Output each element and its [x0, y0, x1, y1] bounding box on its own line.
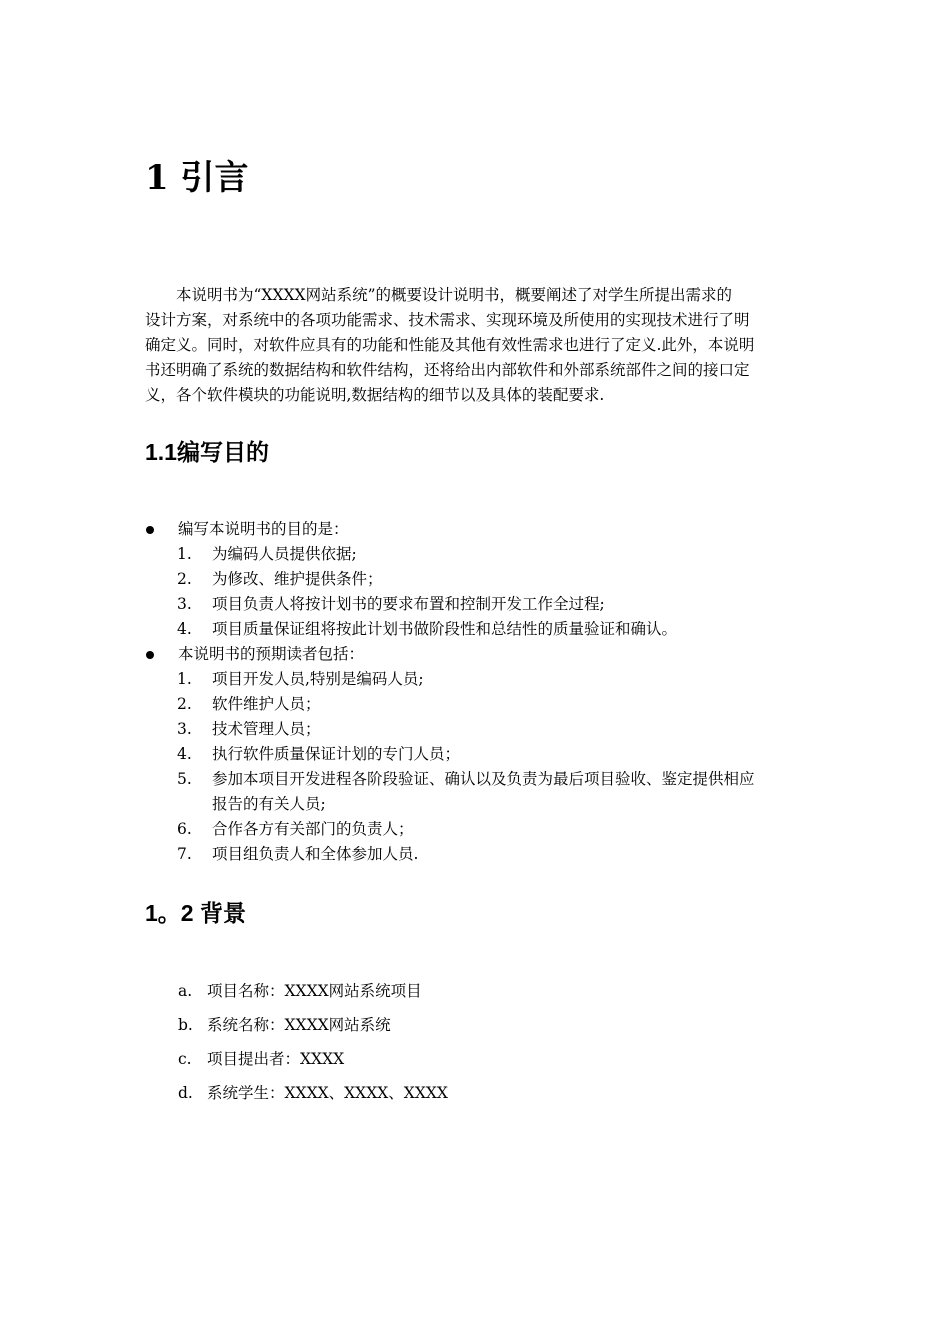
list-item: 为修改、维护提供条件； — [212, 570, 383, 588]
background-label: c. — [178, 1050, 192, 1068]
background-item: 项目提出者：XXXX — [207, 1050, 345, 1068]
list-item: 合作各方有关部门的负责人； — [212, 820, 414, 838]
section-title-intro: 1 引言 — [145, 158, 249, 198]
background-item: 系统名称：XXXX网站系统 — [207, 1016, 391, 1034]
background-item: 项目名称：XXXX网站系统项目 — [207, 982, 422, 1000]
list-number: 4. — [177, 745, 192, 763]
intro-line: 本说明书为“XXXX网站系统”的概要设计说明书，概要阐述了对学生所提出需求的 — [176, 286, 732, 304]
list-item: 技术管理人员； — [212, 720, 321, 738]
intro-line: 义，各个软件模块的功能说明,数据结构的细节以及具体的装配要求. — [145, 386, 605, 404]
list-number: 1. — [177, 545, 192, 563]
intro-line: 设计方案，对系统中的各项功能需求、技术需求、实现环境及所使用的实现技术进行了明 — [145, 311, 750, 329]
list-number: 3. — [177, 720, 192, 738]
list-number: 3. — [177, 595, 192, 613]
intro-line: 确定义。同时，对软件应具有的功能和性能及其他有效性需求也进行了定义.此外，本说明 — [145, 336, 755, 354]
background-label: a. — [178, 982, 193, 1000]
list-item: 项目组负责人和全体参加人员. — [212, 845, 419, 863]
list-item: 项目负责人将按计划书的要求布置和控制开发工作全过程; — [212, 595, 605, 613]
intro-line: 书还明确了系统的数据结构和软件结构，还将给出内部软件和外部系统部件之间的接口定 — [145, 361, 750, 379]
background-label: d. — [178, 1084, 193, 1102]
list-item: 参加本项目开发进程各阶段验证、确认以及负责为最后项目验收、鉴定提供相应 — [212, 770, 755, 788]
list-number: 5. — [177, 770, 192, 788]
list-item: 为编码人员提供依据; — [212, 545, 357, 563]
intro-paragraph — [145, 283, 807, 408]
list-item: 软件维护人员； — [212, 695, 321, 713]
list-number: 6. — [177, 820, 192, 838]
list-item: 执行软件质量保证计划的专门人员； — [212, 745, 461, 763]
bullet-icon — [146, 651, 154, 659]
list-number: 4. — [177, 620, 192, 638]
list-number: 1. — [177, 670, 192, 688]
list-item-continuation: 报告的有关人员; — [212, 795, 326, 813]
list-number: 2. — [177, 570, 192, 588]
section-title-purpose: 1.1编写目的 — [145, 439, 269, 465]
section-title-background: 1。2 背景 — [145, 900, 246, 926]
background-label: b. — [178, 1016, 193, 1034]
list-item: 项目质量保证组将按此计划书做阶段性和总结性的质量验证和确认。 — [212, 620, 678, 638]
list-number: 7. — [177, 845, 192, 863]
list-item: 项目开发人员,特别是编码人员; — [212, 670, 424, 688]
background-item: 系统学生：XXXX、XXXX、XXXX — [207, 1084, 448, 1102]
list-number: 2. — [177, 695, 192, 713]
bullet-icon — [146, 526, 154, 534]
readers-intro: 本说明书的预期读者包括： — [178, 645, 365, 663]
purpose-intro: 编写本说明书的目的是： — [178, 520, 349, 538]
